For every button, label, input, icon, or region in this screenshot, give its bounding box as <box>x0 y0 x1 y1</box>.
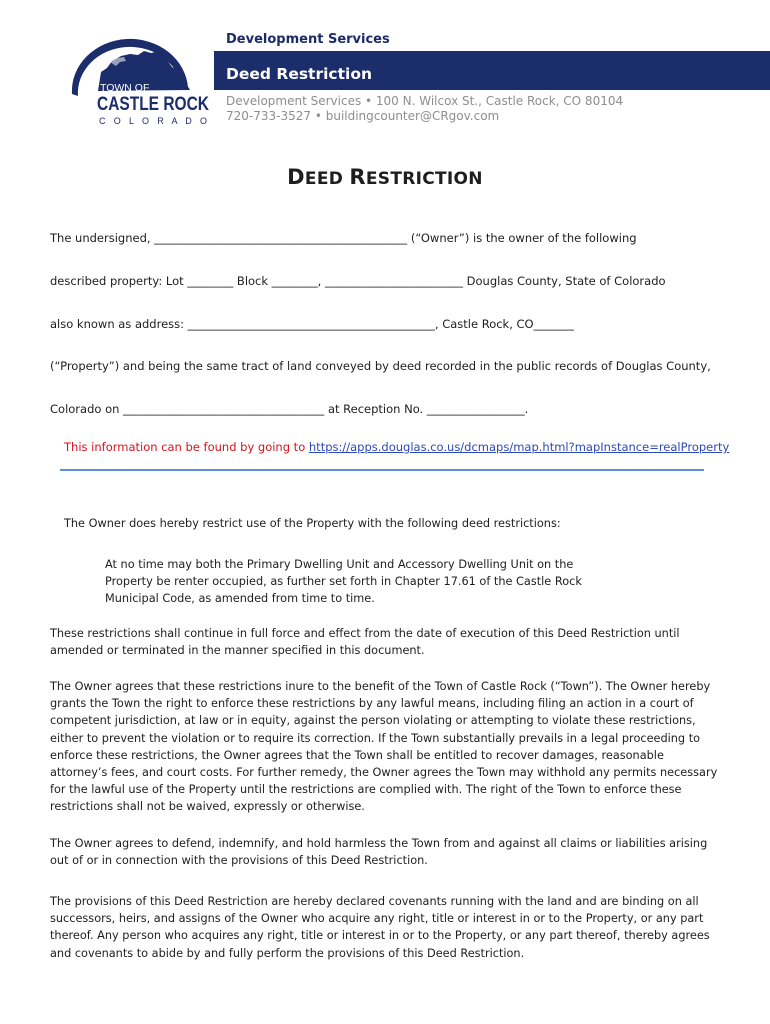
title-small-caps-1: EED <box>304 169 350 189</box>
logo-town-of: TOWN OF <box>100 82 150 94</box>
logo-castle-rock: CASTLE ROCK <box>97 94 210 115</box>
contact-info <box>226 94 623 124</box>
castle-rock-butte-icon <box>64 38 214 130</box>
form-line-owner[interactable]: The undersigned, ____________________________________________ (“Owner”) is the owner of the following <box>50 231 637 245</box>
phone-email-line: 720-733-3527 • buildingcounter@CRgov.com <box>226 109 500 123</box>
header-banner <box>214 51 770 90</box>
paragraph-indemnify: The Owner agrees to defend, indemnify, and hold harmless the Town from and against all claims or liabilities arising out of or in connection with the provisions of this Deed Restriction. <box>50 837 708 868</box>
restrictions-intro: The Owner does hereby restrict use of the Property with the following deed restrictions: <box>64 517 561 530</box>
logo-colorado: C O L O R A D O <box>99 116 207 126</box>
form-line-reception[interactable]: Colorado on ___________________________________ at Reception No. _________________. <box>50 402 529 416</box>
title-cap-r: R <box>349 165 366 189</box>
paragraph-covenants: The provisions of this Deed Restriction are hereby declared covenants running with the land and are binding on all successors, heirs, and assigns of the Owner who acquire any right, title or interest in or to the Property, or any part thereof. Any person who acquires any right, title or interest in or to the Property, or any part thereof, thereby agrees and covenants to abide by and fully perform the provisions of this Deed Restriction. <box>50 895 710 960</box>
address-line: Development Services • 100 N. Wilcox St., Castle Rock, CO 80104 <box>226 94 624 108</box>
douglas-county-map-link[interactable]: https://apps.douglas.co.us/dcmaps/map.html?mapInstance=realProperty <box>308 440 730 454</box>
paragraph-duration: These restrictions shall continue in full force and effect from the date of execution of this Deed Restriction until amended or terminated in the manner specified in this document. <box>50 627 680 658</box>
form-line-property: (“Property”) and being the same tract of land conveyed by deed recorded in the public records of Douglas County, <box>50 359 711 373</box>
divider-line <box>60 469 704 471</box>
lookup-note <box>64 440 729 454</box>
banner-title: Deed Restriction <box>226 65 373 83</box>
title-small-caps-2: ESTRICTION <box>365 169 483 189</box>
castle-rock-logo <box>64 38 214 130</box>
form-line-lot-block[interactable]: described property: Lot ________ Block ________, ________________________ Douglas County, State of Colorado <box>50 274 666 288</box>
restriction-clause: At no time may both the Primary Dwelling Unit and Accessory Dwelling Unit on the Property be renter occupied, as further set forth in Chapter 17.61 of the Castle Rock Municipal Code, as amended from time to time. <box>105 558 582 606</box>
paragraph-enforcement: The Owner agrees that these restrictions inure to the benefit of the Town of Castle Rock (“Town”). The Owner hereby grants the Town the right to enforce these restrictions by any lawful means, including filing an action in a court of competent jurisdiction, at law or in equity, against the person violating or attempting to violate these restrictions, either to prevent the violation or to require its correction. If the Town substantially prevails in a legal proceeding to enforce these restrictions, the Owner agrees that the Town shall be entitled to recover damages, reasonable attorney’s fees, and court costs. For further remedy, the Owner agrees the Town may withhold any permits necessary for the lawful use of the Property until the restrictions are complied with. The right of the Town to enforce these restrictions shall not be waived, expressly or otherwise. <box>50 680 718 814</box>
lookup-note-text: This information can be found by going to <box>64 440 309 454</box>
form-line-address[interactable]: also known as address: ___________________________________________, Castle Rock, CO_______ <box>50 317 574 331</box>
document-title <box>0 165 770 189</box>
title-cap-d: D <box>287 165 305 189</box>
department-label: Development Services <box>226 32 390 47</box>
